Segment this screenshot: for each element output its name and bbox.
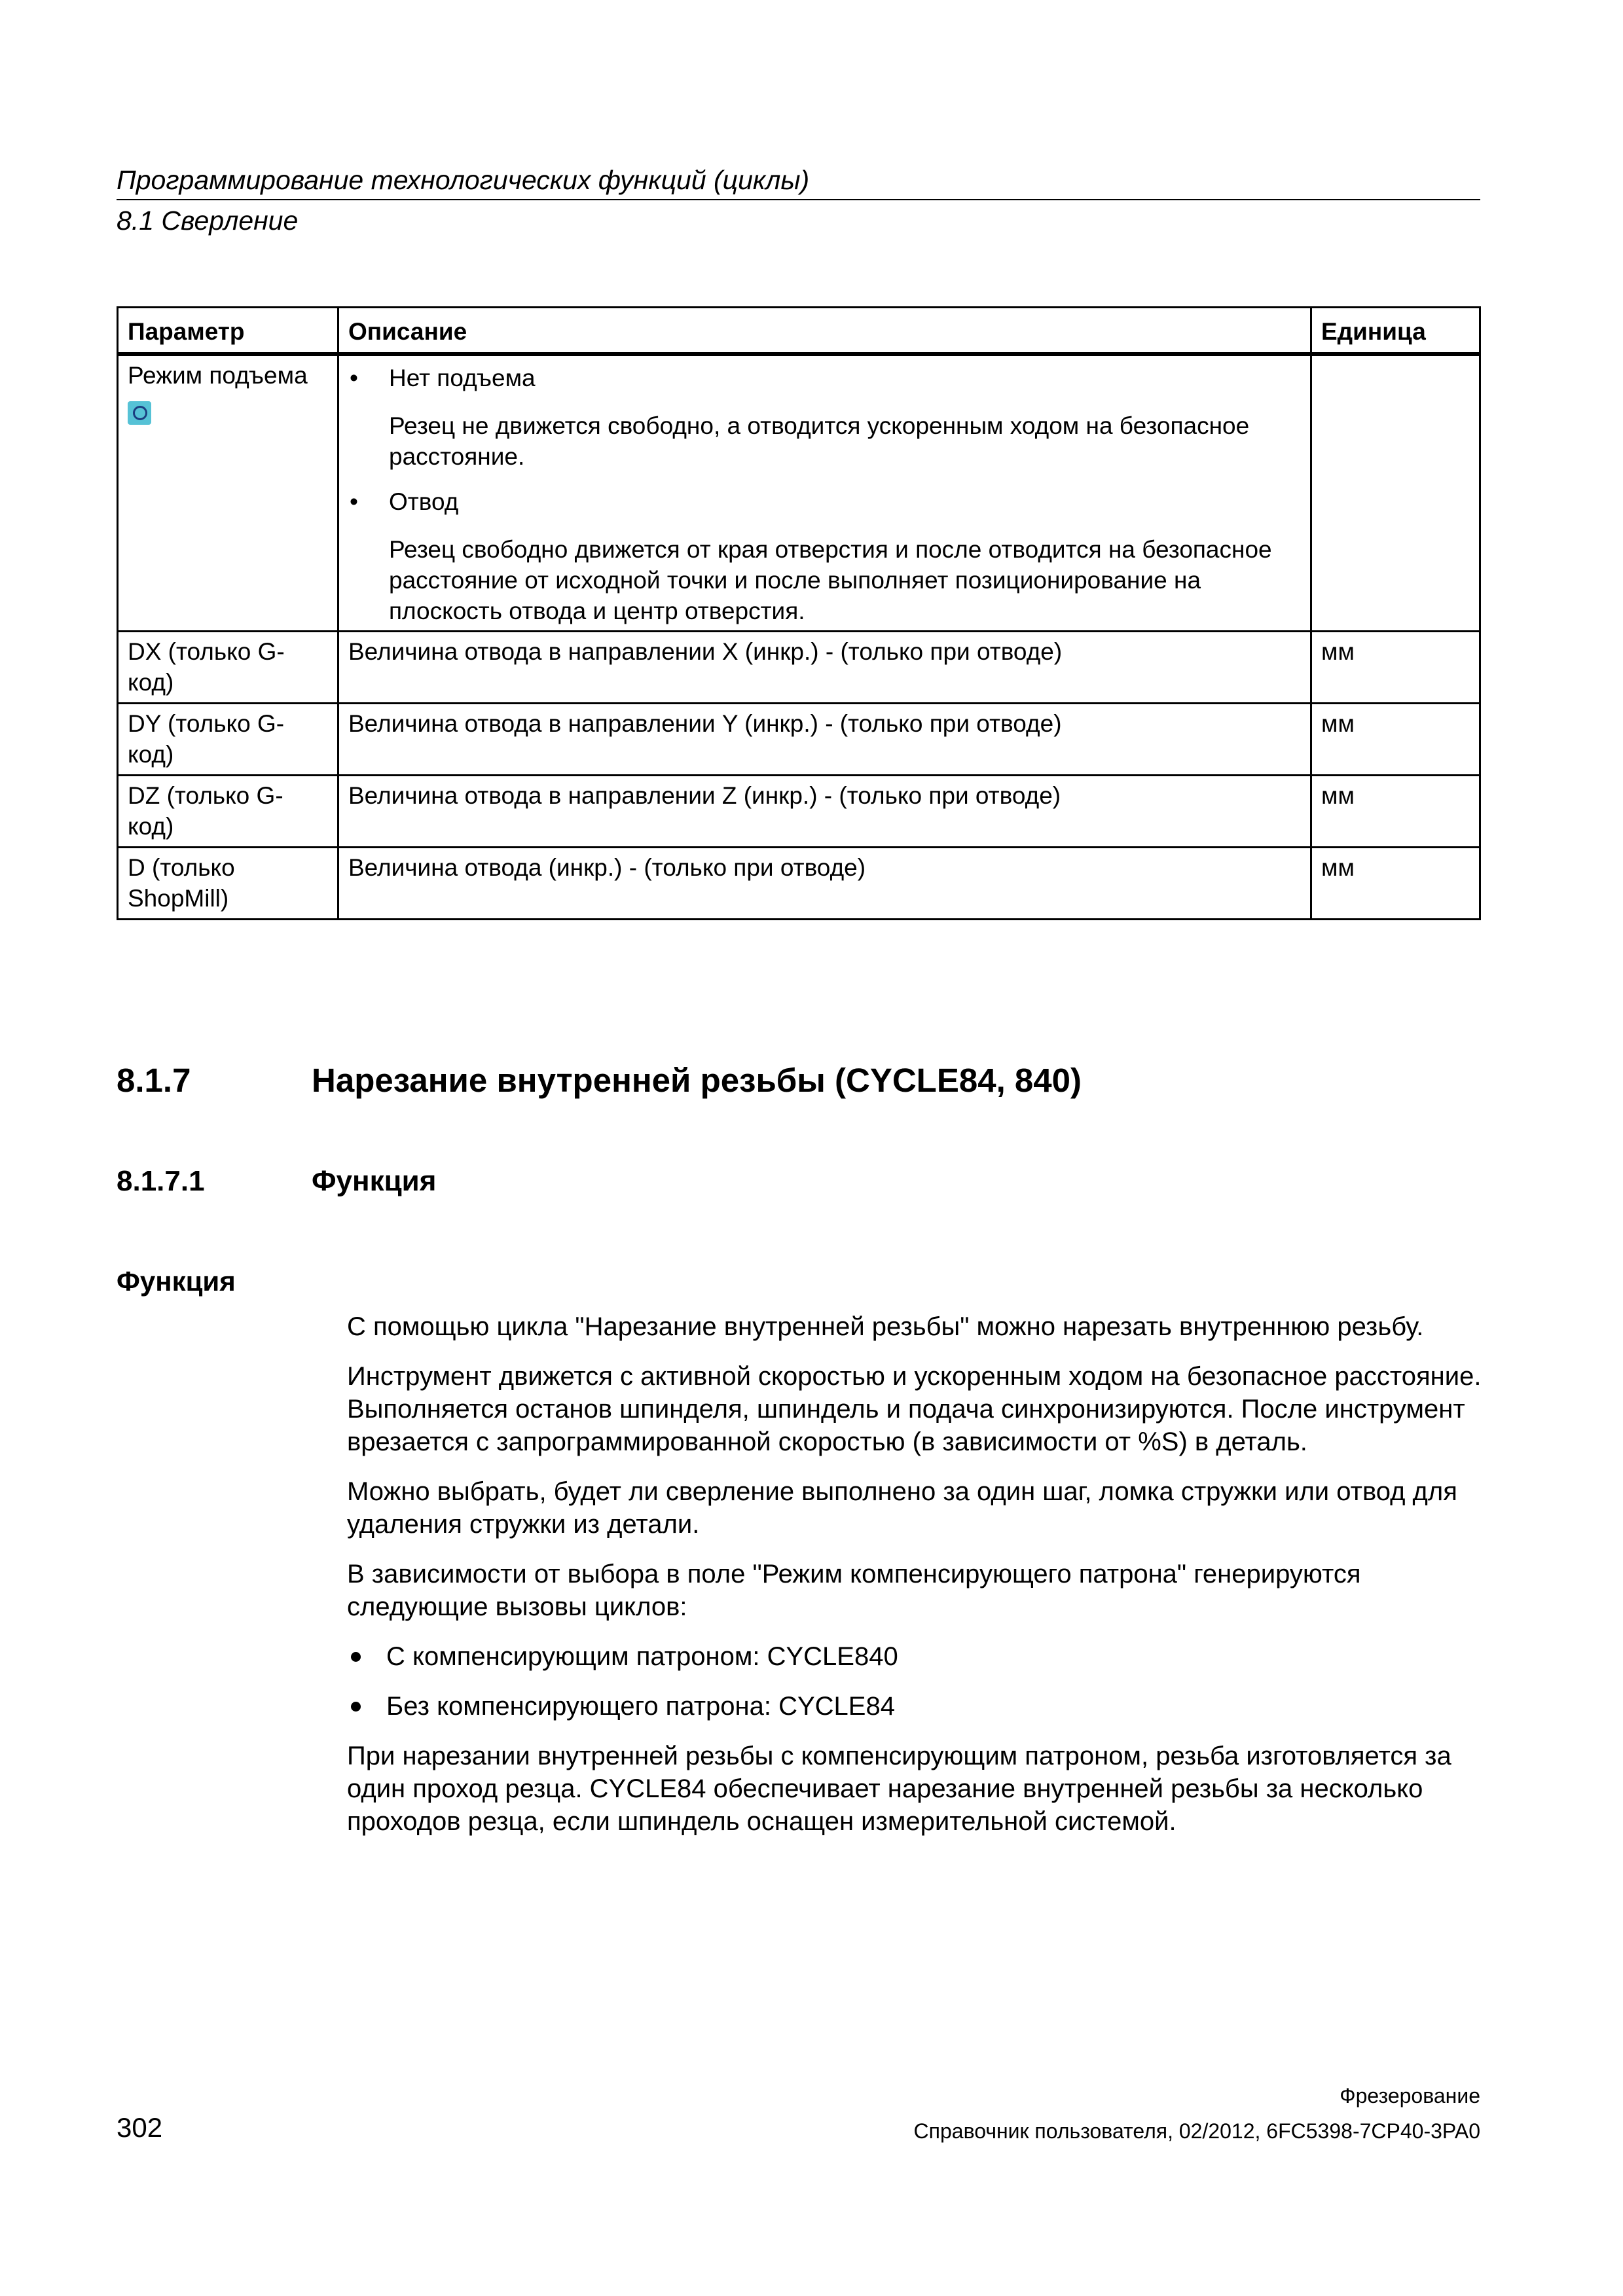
- running-header-chapter: Программирование технологических функций (циклы): [117, 165, 810, 195]
- unit-cell: мм: [1311, 632, 1480, 704]
- column-header-description: Описание: [338, 308, 1311, 355]
- option-label: • Отвод: [348, 486, 1301, 517]
- table-row: [118, 632, 1480, 704]
- unit-cell: мм: [1311, 848, 1480, 920]
- footer-book-title: Фрезерование: [1340, 2084, 1480, 2108]
- description-cell: Величина отвода в направлении Y (инкр.) - (только при отводе): [338, 704, 1311, 776]
- description-cell: [338, 354, 1311, 632]
- description-cell: Величина отвода (инкр.) - (только при отводе): [338, 848, 1311, 920]
- toggle-icon: [128, 401, 151, 425]
- subsection-heading: [117, 1164, 436, 1199]
- table-row: [118, 704, 1480, 776]
- paragraph: С помощью цикла "Нарезание внутренней резьбы" можно нарезать внутреннюю резьбу.: [347, 1312, 1424, 1341]
- param-cell: DX (только G-код): [118, 632, 338, 704]
- param-cell: DY (только G-код): [118, 704, 338, 776]
- subsection-number: 8.1.7.1: [117, 1165, 205, 1197]
- body-text: [347, 1310, 1486, 1855]
- option-description: Резец свободно движется от края отверстия и после отводится на безопасное расстояние от исходной точки и после выполняет позиционирование на плоскость отвода и центр отверстия.: [389, 536, 1272, 624]
- param-cell: [118, 354, 338, 632]
- list-item: С компенсирующим патроном: CYCLE840: [347, 1640, 1486, 1673]
- paragraph: Инструмент движется с активной скоростью и ускоренным ходом на безопасное расстояние. Выполняется останов шпинделя, шпиндель и подача синхронизируются. После инструмент врезается с запрограммированной скоростью (в зависимости от %S) в деталь.: [347, 1362, 1482, 1456]
- running-header-section: 8.1 Сверление: [117, 206, 299, 236]
- subsection-title: Функция: [312, 1165, 437, 1197]
- description-cell: Величина отвода в направлении Z (инкр.) - (только при отводе): [338, 776, 1311, 848]
- paragraph: При нарезании внутренней резьбы с компенсирующим патроном, резьба изготовляется за один проход резца. CYCLE84 обеспечивает нарезание внутренней резьбы за несколько проходов резца, если шпиндель оснащен измерительной системой.: [347, 1742, 1451, 1836]
- section-heading: [117, 1060, 1082, 1101]
- section-number: 8.1.7: [117, 1062, 191, 1099]
- table-row: [118, 776, 1480, 848]
- paragraph: В зависимости от выбора в поле "Режим компенсирующего патрона" генерируются следующие вызовы циклов:: [347, 1560, 1361, 1621]
- paragraph-heading: Функция: [117, 1266, 236, 1297]
- unit-cell: [1311, 354, 1480, 632]
- paragraph: Можно выбрать, будет ли сверление выполнено за один шаг, ломка стружки или отвод для удаления стружки из детали.: [347, 1477, 1457, 1539]
- description-cell: Величина отвода в направлении X (инкр.) - (только при отводе): [338, 632, 1311, 704]
- table-row: [118, 354, 1480, 632]
- option-description: Резец не движется свободно, а отводится ускоренным ходом на безопасное расстояние.: [389, 412, 1250, 470]
- param-cell: DZ (только G-код): [118, 776, 338, 848]
- param-name: Режим подъема: [128, 362, 308, 389]
- parameter-table: [117, 306, 1481, 920]
- section-title: Нарезание внутренней резьбы (CYCLE84, 840): [312, 1062, 1082, 1099]
- footer-manual-info: Справочник пользователя, 02/2012, 6FC5398-7CP40-3PA0: [913, 2119, 1480, 2143]
- page-number: 302: [117, 2112, 163, 2143]
- column-header-unit: Единица: [1311, 308, 1480, 355]
- param-cell: D (только ShopMill): [118, 848, 338, 920]
- unit-cell: мм: [1311, 776, 1480, 848]
- table-header-row: [118, 308, 1480, 355]
- table-row: [118, 848, 1480, 920]
- header-rule: [117, 199, 1480, 200]
- option-label: • Нет подъема: [348, 363, 1301, 393]
- list-item: Без компенсирующего патрона: CYCLE84: [347, 1690, 1486, 1723]
- unit-cell: мм: [1311, 704, 1480, 776]
- column-header-parameter: Параметр: [118, 308, 338, 355]
